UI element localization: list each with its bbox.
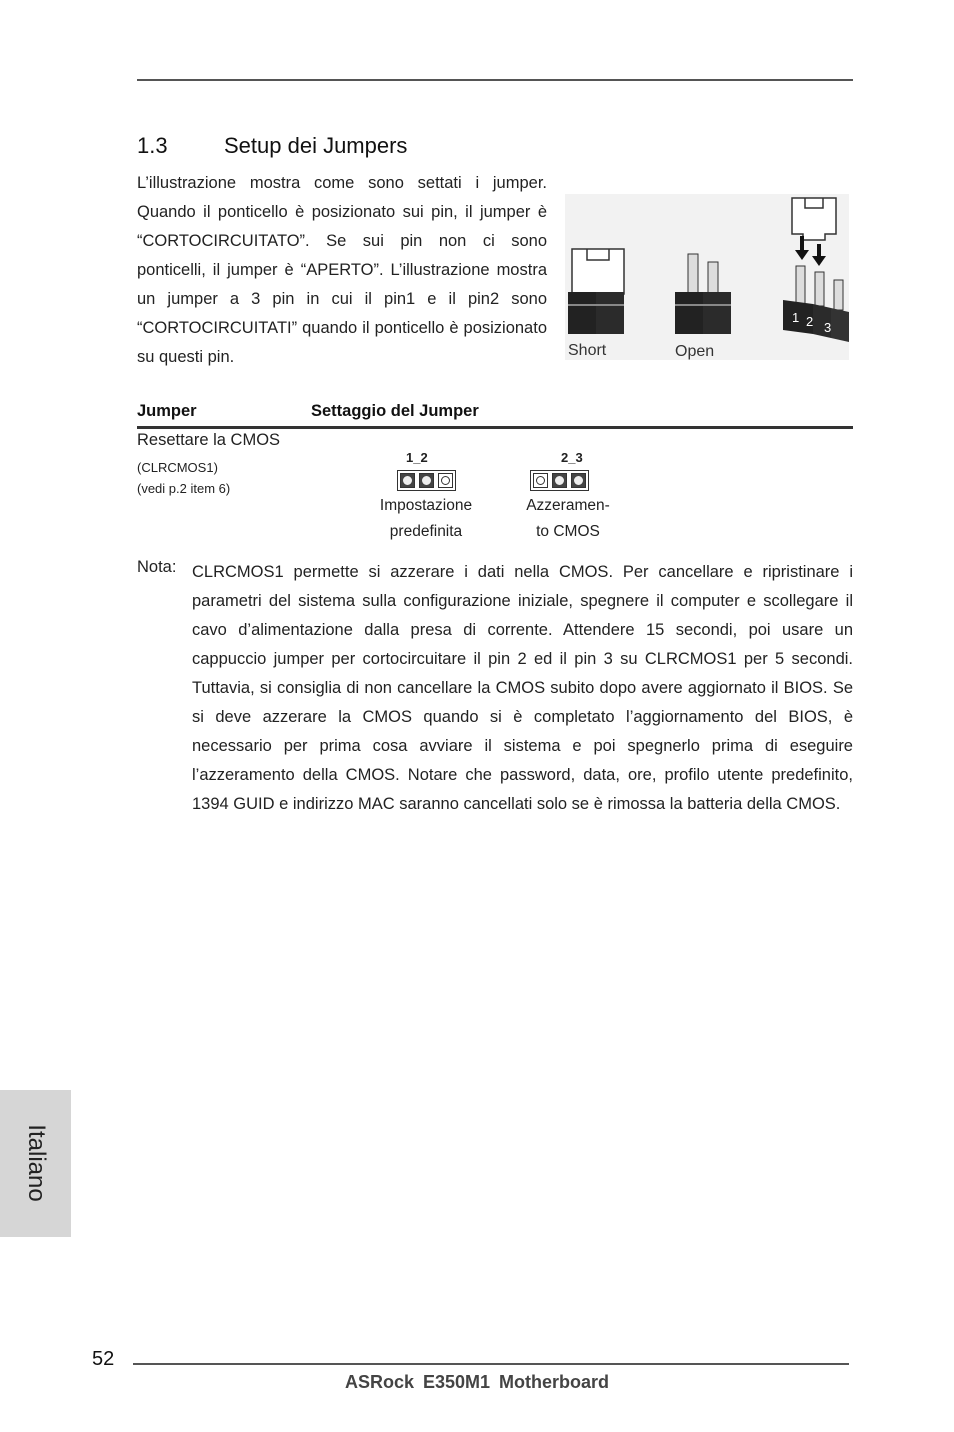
pin-3-shorted [571,473,586,488]
pin-label-clear: 2_3 [561,450,583,465]
caption-default-line1: Impostazione [379,497,473,514]
pin-number-2: 2 [806,314,814,329]
pin-2-shorted [419,473,434,488]
pin-2-shorted [552,473,567,488]
footer-product-name: ASRock E350M1 Motherboard [344,1372,610,1392]
language-side-tab [0,1090,71,1237]
pin-diagram-default [397,470,456,491]
short-jumper-graphic [568,249,624,334]
pin-1-open [533,473,548,488]
pin-1-shorted [400,473,415,488]
section-title: Setup dei Jumpers [224,133,408,158]
page-number: 52 [92,1348,115,1370]
caption-clear-line1: Azzeramen- [526,497,610,514]
jumper-illustration-svg [565,194,849,360]
pin-label-default: 1_2 [406,450,428,465]
pin-diagram-clear [530,470,589,491]
table-header-jumper: Jumper [137,402,197,420]
note-label: Nota: [137,558,177,576]
caption-clear-line2: to CMOS [536,523,600,540]
pin-3-open [438,473,453,488]
caption-default-line2: predefinita [389,523,463,540]
section-number: 1.3 [137,133,168,158]
row-title: Resettare la CMOS [137,431,281,449]
pin-number-3: 3 [824,320,832,335]
language-tab-label: Italiano [23,1124,50,1202]
short-label: Short [568,342,607,359]
table-header-rule [137,426,853,429]
table-header-setting: Settaggio del Jumper [311,402,479,420]
open-label: Open [675,343,715,360]
bottom-rule [133,1363,849,1365]
row-subtitle-jumper-id: (CLRCMOS1) [137,460,218,475]
intro-paragraph: L’illustrazione mostra come sono settati i jumper. Quando il ponticello è posizionato sui pin, il jumper è “CORTOCIRCUITATO”. Se sui pin non ci sono ponticelli, il jumper è “APERTO”. L’illustrazione mostra un jumper a 3 pin in cui il pin1 e il pin2 sono “CORTOCIRCUITATI” quando il ponticello è posizionato su questi pin. [137,174,547,366]
jumper-illustration [565,194,849,360]
note-text: CLRCMOS1 permette si azzerare i dati nella CMOS. Per cancellare e ripristinare i parametri del sistema sulla configurazione iniziale, spegnere il computer e scollegare il cavo d’alimentazione dalla presa di corrente. Attendere 15 secondi, poi usare un cappuccio jumper per cortocircuitare il pin 2 ed il pin 3 su CLRCMOS1 per 5 secondi. Tuttavia, si consiglia di non cancellare la CMOS subito dopo avere aggiornato il BIOS. Se si deve azzerare la CMOS quando si è completato l’aggiornamento del BIOS, è necessario per prima cosa avviare il sistema e poi spegnerlo prima di eseguire l’azzeramento della CMOS. Notare che password, data, ore, profilo utente predefinito, 1394 GUID e indirizzo MAC saranno cancellati solo se è rimossa la batteria della CMOS. [192,563,853,813]
top-rule [137,79,853,81]
row-subtitle-reference: (vedi p.2 item 6) [137,481,231,496]
section-heading [137,133,407,159]
pin-number-1: 1 [792,310,800,325]
